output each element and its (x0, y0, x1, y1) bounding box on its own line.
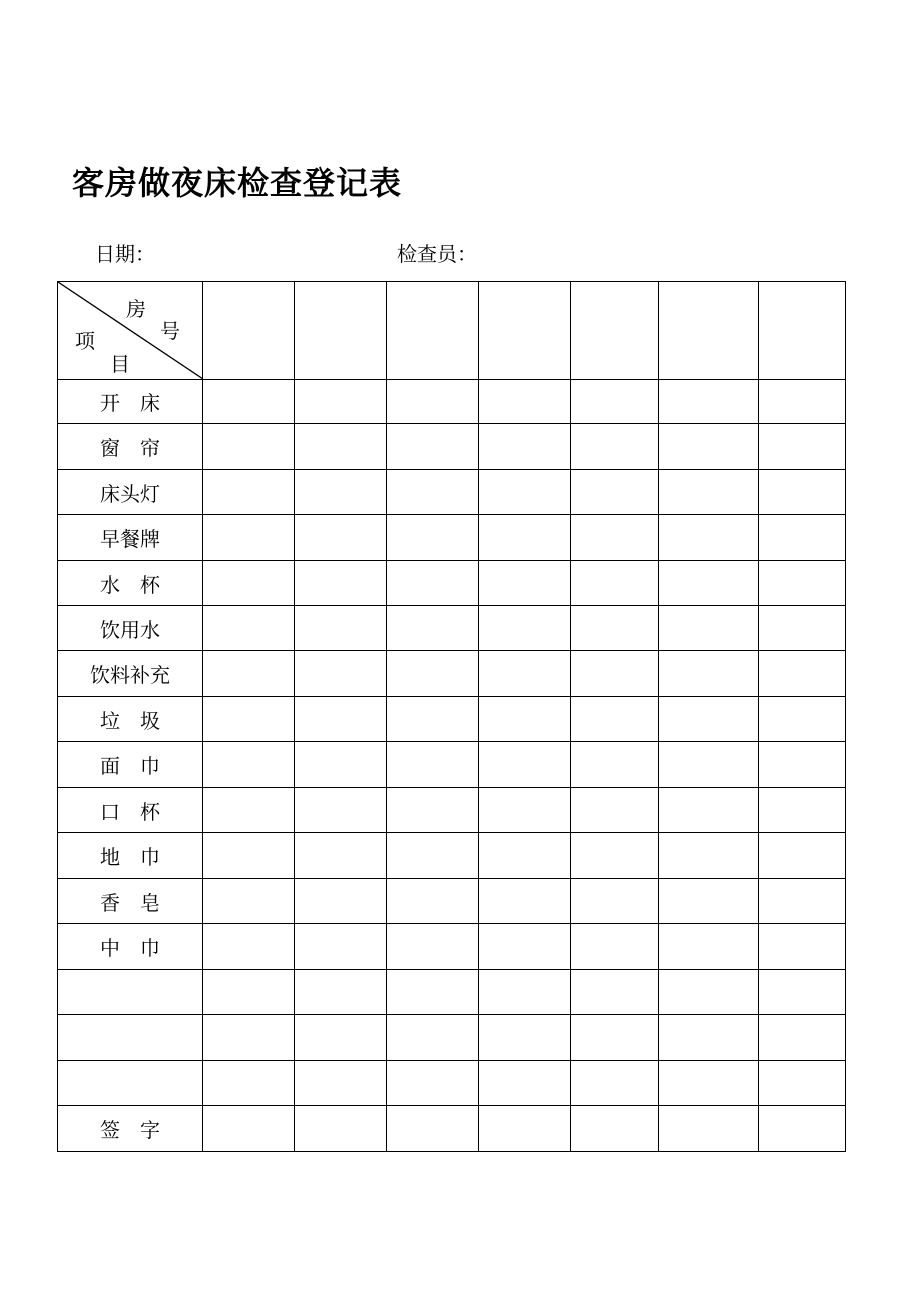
date-label: 日期： (95, 242, 155, 266)
check-cell[interactable] (295, 424, 387, 470)
check-cell[interactable] (295, 651, 387, 697)
check-cell[interactable] (387, 788, 479, 833)
table-row (58, 742, 846, 788)
check-cell[interactable] (479, 380, 571, 424)
check-cell[interactable] (203, 380, 295, 424)
check-cell[interactable] (295, 470, 387, 515)
check-cell[interactable] (479, 970, 571, 1015)
check-cell[interactable] (479, 1015, 571, 1061)
item-label-cell: 开 床 (58, 380, 203, 424)
item-label-cell: 窗 帘 (58, 424, 203, 470)
check-cell[interactable] (387, 970, 479, 1015)
table-row (58, 606, 846, 651)
check-cell[interactable] (759, 833, 846, 879)
check-cell[interactable] (203, 742, 295, 788)
check-cell[interactable] (571, 651, 659, 697)
check-cell[interactable] (759, 651, 846, 697)
table-row (58, 424, 846, 470)
check-cell[interactable] (295, 606, 387, 651)
check-cell[interactable] (571, 970, 659, 1015)
check-cell[interactable] (759, 470, 846, 515)
check-cell[interactable] (203, 1106, 295, 1152)
check-cell[interactable] (479, 697, 571, 742)
check-cell[interactable] (759, 424, 846, 470)
check-cell[interactable] (659, 1061, 759, 1106)
check-cell[interactable] (295, 1061, 387, 1106)
table-row (58, 515, 846, 561)
check-cell[interactable] (659, 924, 759, 970)
room-number-cell[interactable] (659, 282, 759, 380)
table-row (58, 924, 846, 970)
check-cell[interactable] (659, 697, 759, 742)
check-cell[interactable] (479, 742, 571, 788)
check-cell[interactable] (387, 879, 479, 924)
check-cell[interactable] (295, 742, 387, 788)
check-cell[interactable] (759, 1061, 846, 1106)
item-label-cell: 饮料补充 (58, 651, 203, 697)
item-label-cell: 中 巾 (58, 924, 203, 970)
check-cell[interactable] (571, 424, 659, 470)
check-cell[interactable] (571, 1015, 659, 1061)
room-number-cell[interactable] (571, 282, 659, 380)
item-label-cell: 床头灯 (58, 470, 203, 515)
check-cell[interactable] (387, 833, 479, 879)
check-cell[interactable] (759, 970, 846, 1015)
check-cell[interactable] (295, 970, 387, 1015)
page-title: 客房做夜床检查登记表 (72, 164, 403, 202)
check-cell[interactable] (659, 970, 759, 1015)
check-cell[interactable] (479, 924, 571, 970)
table-row (58, 970, 846, 1015)
header-row (58, 282, 846, 380)
header-item-char-2: 目 (110, 352, 130, 376)
check-cell[interactable] (571, 833, 659, 879)
check-cell[interactable] (479, 470, 571, 515)
check-cell[interactable] (295, 879, 387, 924)
check-cell[interactable] (571, 470, 659, 515)
check-cell[interactable] (571, 879, 659, 924)
check-cell[interactable] (759, 924, 846, 970)
check-cell[interactable] (203, 924, 295, 970)
check-cell[interactable] (659, 470, 759, 515)
check-cell[interactable] (659, 380, 759, 424)
table-row (58, 1015, 846, 1061)
check-cell[interactable] (659, 606, 759, 651)
check-cell[interactable] (295, 697, 387, 742)
check-cell[interactable] (387, 470, 479, 515)
check-cell[interactable] (295, 1106, 387, 1152)
check-cell[interactable] (479, 561, 571, 606)
room-number-cell[interactable] (479, 282, 571, 380)
check-cell[interactable] (571, 1106, 659, 1152)
check-cell[interactable] (571, 515, 659, 561)
check-cell[interactable] (571, 697, 659, 742)
check-cell[interactable] (203, 470, 295, 515)
item-label-cell (58, 1061, 203, 1106)
check-cell[interactable] (203, 788, 295, 833)
check-cell[interactable] (659, 561, 759, 606)
check-cell[interactable] (203, 697, 295, 742)
check-cell[interactable] (659, 515, 759, 561)
room-number-cell[interactable] (387, 282, 479, 380)
check-cell[interactable] (203, 970, 295, 1015)
check-cell[interactable] (571, 380, 659, 424)
check-cell[interactable] (387, 606, 479, 651)
item-label-cell: 香 皂 (58, 879, 203, 924)
check-cell[interactable] (203, 1015, 295, 1061)
check-cell[interactable] (387, 742, 479, 788)
check-cell[interactable] (479, 1106, 571, 1152)
check-cell[interactable] (387, 651, 479, 697)
check-cell[interactable] (759, 742, 846, 788)
check-cell[interactable] (295, 788, 387, 833)
check-cell[interactable] (759, 879, 846, 924)
check-cell[interactable] (295, 380, 387, 424)
check-cell[interactable] (659, 651, 759, 697)
check-cell[interactable] (479, 788, 571, 833)
header-room-char-2: 号 (160, 319, 180, 343)
check-cell[interactable] (759, 1106, 846, 1152)
item-label-cell: 水 杯 (58, 561, 203, 606)
check-cell[interactable] (387, 1106, 479, 1152)
check-cell[interactable] (387, 1061, 479, 1106)
check-cell[interactable] (479, 651, 571, 697)
item-label-cell: 面 巾 (58, 742, 203, 788)
check-cell[interactable] (387, 380, 479, 424)
check-cell[interactable] (295, 924, 387, 970)
room-number-cell[interactable] (295, 282, 387, 380)
check-cell[interactable] (571, 606, 659, 651)
check-cell[interactable] (295, 1015, 387, 1061)
check-cell[interactable] (759, 606, 846, 651)
room-number-cell[interactable] (759, 282, 846, 380)
item-label-cell: 签 字 (58, 1106, 203, 1152)
inspector-label: 检查员： (397, 242, 477, 266)
item-label-cell (58, 970, 203, 1015)
item-label-cell: 地 巾 (58, 833, 203, 879)
check-cell[interactable] (479, 515, 571, 561)
room-number-cell[interactable] (203, 282, 295, 380)
check-cell[interactable] (759, 697, 846, 742)
check-cell[interactable] (479, 833, 571, 879)
check-cell[interactable] (203, 879, 295, 924)
table-row (58, 651, 846, 697)
check-cell[interactable] (759, 788, 846, 833)
check-cell[interactable] (479, 879, 571, 924)
table-row (58, 561, 846, 606)
check-cell[interactable] (295, 515, 387, 561)
table-row (58, 380, 846, 424)
check-cell[interactable] (295, 561, 387, 606)
check-cell[interactable] (759, 1015, 846, 1061)
check-cell[interactable] (659, 742, 759, 788)
table-row (58, 788, 846, 833)
item-label-cell (58, 1015, 203, 1061)
table-row (58, 697, 846, 742)
check-cell[interactable] (759, 515, 846, 561)
item-label-cell: 口 杯 (58, 788, 203, 833)
item-label-cell: 早餐牌 (58, 515, 203, 561)
check-cell[interactable] (659, 788, 759, 833)
check-cell[interactable] (203, 561, 295, 606)
check-cell[interactable] (387, 924, 479, 970)
inspection-table (57, 281, 846, 1152)
check-cell[interactable] (571, 924, 659, 970)
check-cell[interactable] (659, 833, 759, 879)
item-label-cell: 饮用水 (58, 606, 203, 651)
check-cell[interactable] (571, 1061, 659, 1106)
check-cell[interactable] (203, 515, 295, 561)
check-cell[interactable] (759, 380, 846, 424)
header-item-char-1: 项 (75, 329, 95, 353)
check-cell[interactable] (387, 697, 479, 742)
check-cell[interactable] (479, 606, 571, 651)
check-cell[interactable] (479, 424, 571, 470)
table-row (58, 470, 846, 515)
check-cell[interactable] (203, 833, 295, 879)
check-cell[interactable] (203, 1061, 295, 1106)
check-cell[interactable] (571, 788, 659, 833)
check-cell[interactable] (479, 1061, 571, 1106)
check-cell[interactable] (295, 833, 387, 879)
check-cell[interactable] (387, 515, 479, 561)
check-cell[interactable] (387, 561, 479, 606)
check-cell[interactable] (659, 424, 759, 470)
check-cell[interactable] (659, 879, 759, 924)
table-row (58, 879, 846, 924)
table-row (58, 1061, 846, 1106)
check-cell[interactable] (387, 1015, 479, 1061)
diagonal-header-cell (58, 282, 203, 380)
check-cell[interactable] (203, 424, 295, 470)
check-cell[interactable] (387, 424, 479, 470)
item-label-cell: 垃 圾 (58, 697, 203, 742)
table-row (58, 833, 846, 879)
check-cell[interactable] (571, 561, 659, 606)
check-cell[interactable] (571, 742, 659, 788)
check-cell[interactable] (203, 651, 295, 697)
check-cell[interactable] (659, 1015, 759, 1061)
check-cell[interactable] (203, 606, 295, 651)
table-row (58, 1106, 846, 1152)
check-cell[interactable] (759, 561, 846, 606)
check-cell[interactable] (659, 1106, 759, 1152)
header-room-char-1: 房 (126, 297, 146, 321)
